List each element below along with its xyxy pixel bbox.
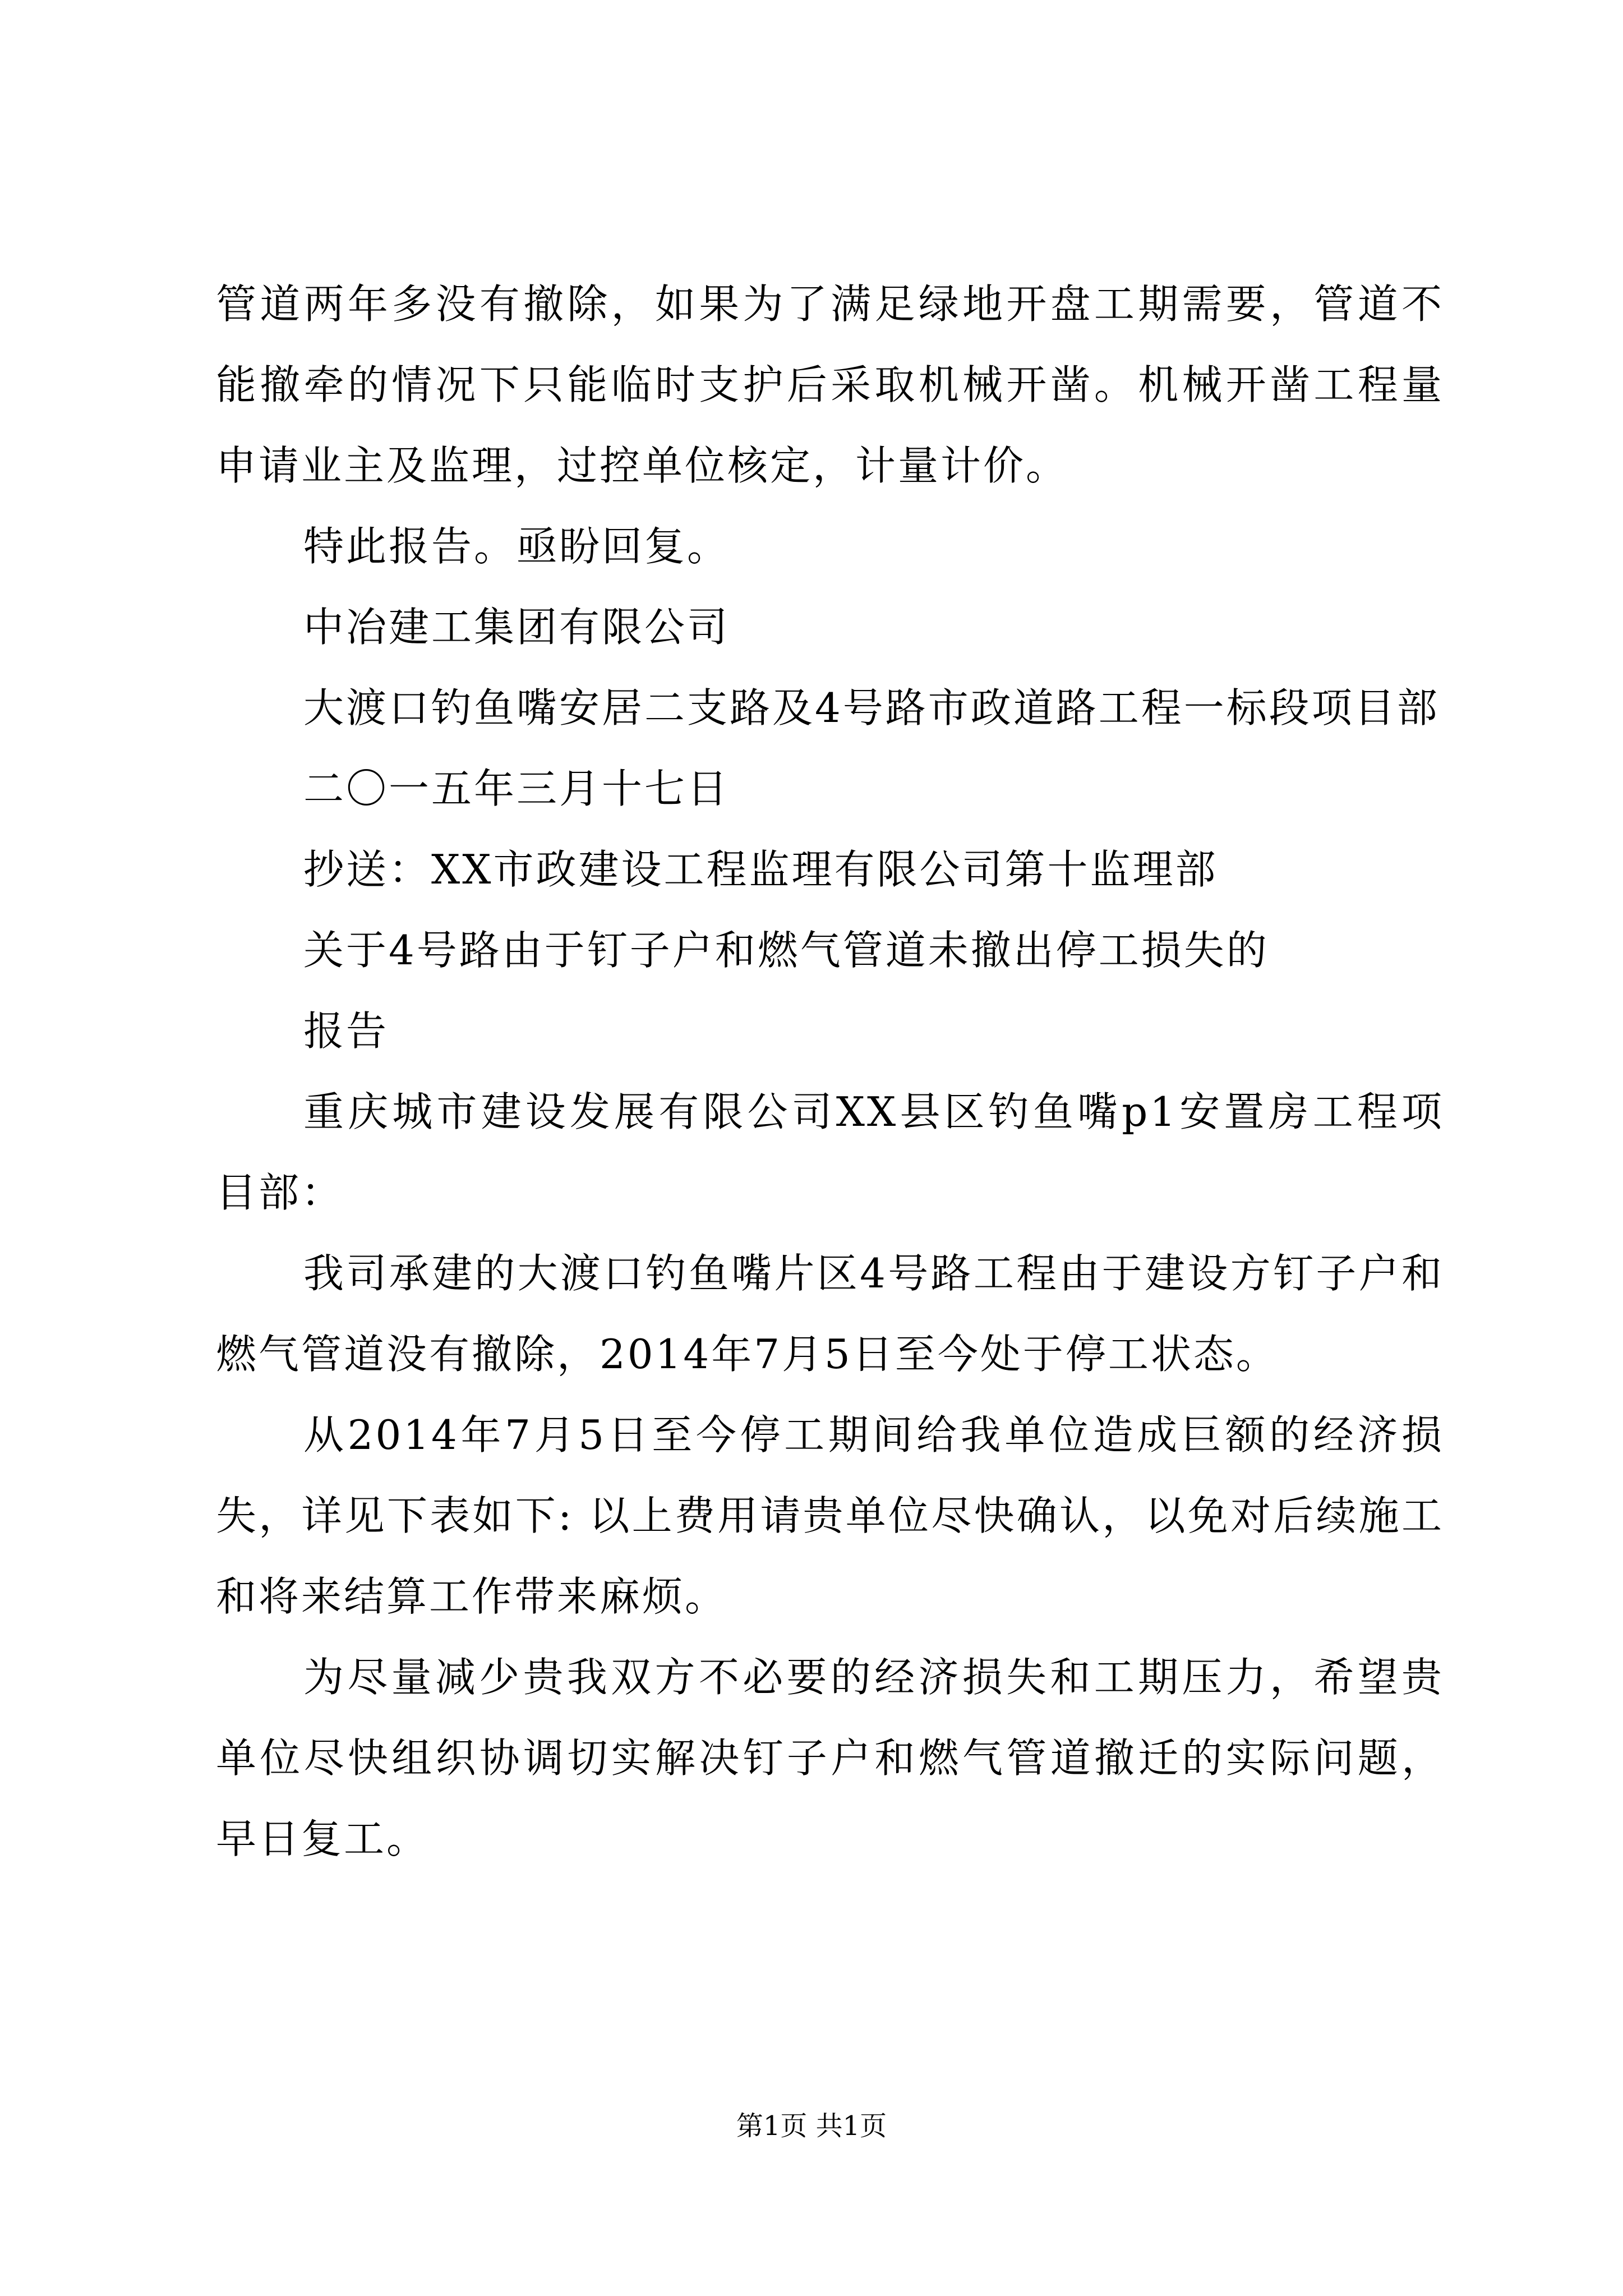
paragraph-body-3: 为尽量减少贵我双方不必要的经济损失和工期压力，希望贵单位尽快组织协调切实解决钉子户和燃气管道撤迁的实际问题，早日复工。	[216, 1654, 1444, 1862]
paragraph-company: 中冶建工集团有限公司	[303, 604, 730, 651]
paragraph-date: 二〇一五年三月十七日	[303, 765, 730, 812]
paragraph-project-dept: 大渡口钓鱼嘴安居二支路及4号路市政道路工程一标段项目部	[303, 684, 1440, 731]
document-body	[216, 264, 1444, 1879]
paragraph-body-1: 我司承建的大渡口钓鱼嘴片区4号路工程由于建设方钉子户和燃气管道没有撤除，2014年7月5日至今处于停工状态。	[216, 1250, 1444, 1378]
paragraph-title-line1: 关于4号路由于钉子户和燃气管道未撤出停工损失的	[303, 927, 1269, 974]
paragraph-closing: 特此报告。亟盼回复。	[303, 523, 730, 570]
paragraph-continued: 管道两年多没有撤除，如果为了满足绿地开盘工期需要，管道不能撤牵的情况下只能临时支护后采取机械开凿。机械开凿工程量申请业主及监理，过控单位核定，计量计价。	[216, 280, 1444, 489]
paragraph-recipient: 重庆城市建设发展有限公司XX县区钓鱼嘴p1安置房工程项目部：	[216, 1088, 1444, 1216]
paragraph-body-2: 从2014年7月5日至今停工期间给我单位造成巨额的经济损失，详见下表如下: 以上费用请贵单位尽快确认，以免对后续施工和将来结算工作带来麻烦。	[216, 1411, 1444, 1620]
paragraph-title-line2: 报告	[303, 1007, 389, 1055]
page-footer: 第1页 共1页	[736, 2110, 887, 2142]
paragraph-cc: 抄送：XX市政建设工程监理有限公司第十监理部	[303, 846, 1218, 893]
